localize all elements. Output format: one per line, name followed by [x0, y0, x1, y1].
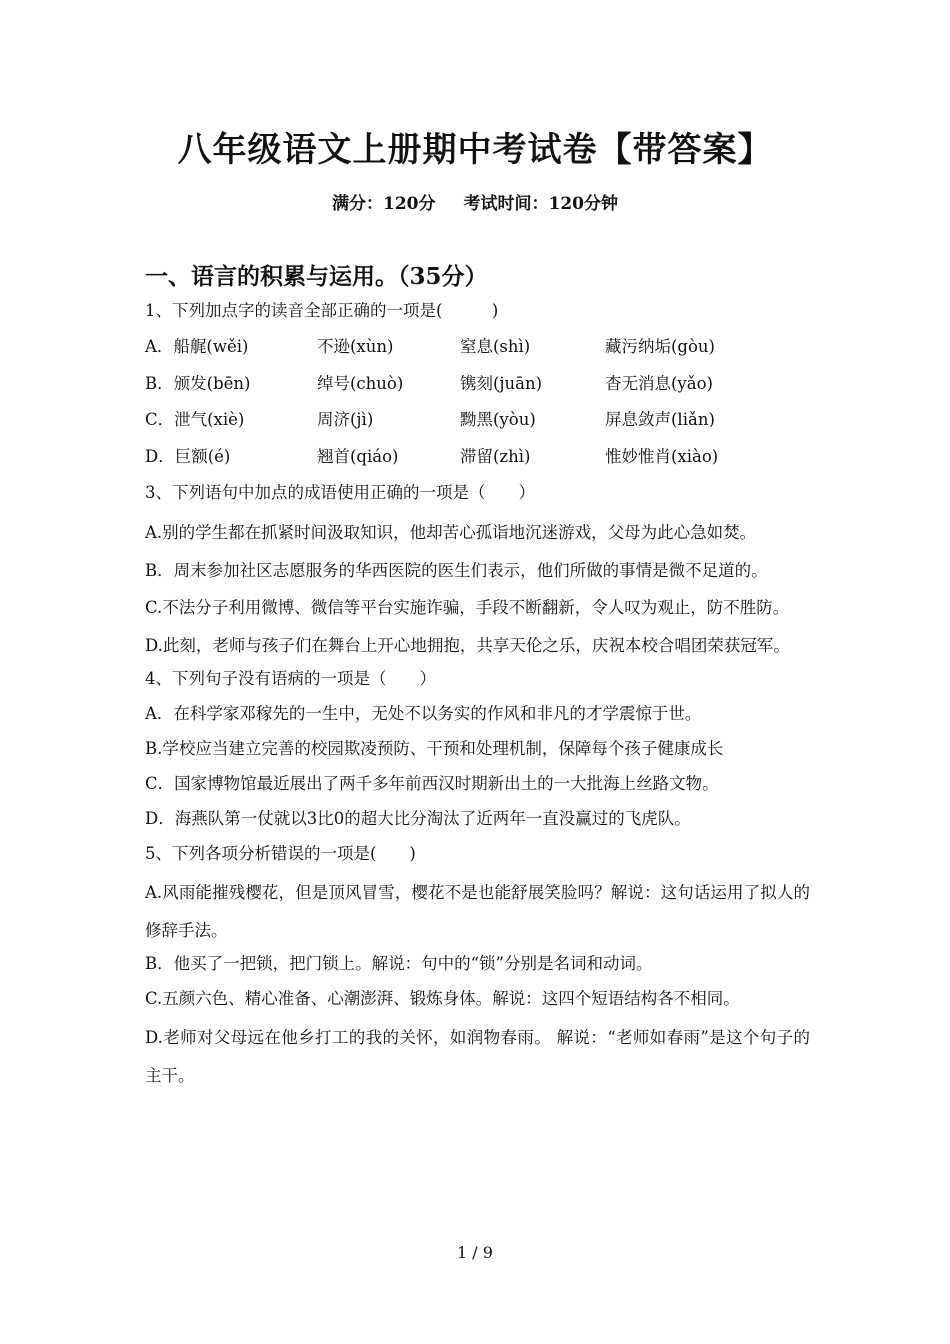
option-cell: 周济(jì)	[317, 410, 374, 429]
exam-time: 考试时间：120分钟	[463, 194, 618, 214]
question-5-option-a: A.风雨能摧残樱花，但是顶风冒雪，樱花不是也能舒展笑脸吗？解说：这句话运用了拟人的修辞手法。	[145, 883, 810, 940]
question-1-option-d	[145, 442, 810, 479]
option-cell: 滞留(zhì)	[460, 446, 531, 466]
option-cell: 不逊(xùn)	[317, 337, 394, 356]
question-5-option-c: C.五颜六色、精心准备、心潮澎湃、锻炼身体。解说：这四个短语结构各不相同。	[145, 989, 740, 1008]
option-cell: 翘首(qiáo)	[317, 446, 399, 466]
question-4-option-b: B.学校应当建立完善的校园欺凌预防、干预和处理机制，保障每个孩子健康成长	[145, 739, 724, 758]
option-cell: 绰号(chuò)	[317, 373, 404, 393]
question-3-stem: 3、下列语句中加点的成语使用正确的一项是（ ）	[145, 483, 535, 502]
option-cell: 惟妙惟肖(xiào)	[605, 446, 719, 466]
page-number: 1 / 9	[457, 1243, 493, 1262]
option-cell: 镌刻(juān)	[460, 373, 543, 393]
question-1-option-c	[145, 405, 810, 442]
option-cell: 窒息(shì)	[460, 337, 531, 356]
option-cell: 屏息敛声(liǎn)	[605, 410, 715, 429]
question-4-option-c: C．国家博物馆最近展出了两千多年前西汉时期新出土的一大批海上丝路文物。	[145, 774, 719, 793]
option-cell: 藏污纳垢(gòu)	[605, 337, 715, 356]
question-4-stem: 4、下列句子没有语病的一项是（ ）	[145, 669, 436, 688]
exam-title: 八年级语文上册期中考试卷【带答案】	[177, 130, 773, 170]
question-1-option-a	[145, 332, 810, 369]
option-cell: A．船艉(wěi)	[145, 337, 249, 356]
option-cell: 黝黑(yòu)	[460, 410, 536, 429]
question-3-option-b: B．周末参加社区志愿服务的华西医院的医生们表示，他们所做的事情是微不足道的。	[145, 560, 768, 580]
question-1-option-b	[145, 369, 810, 406]
question-5-stem: 5、下列各项分析错误的一项是( )	[145, 844, 416, 863]
exam-subtitle	[0, 189, 950, 214]
question-list	[145, 296, 810, 1094]
question-3-option-d: D.此刻，老师与孩子们在舞台上开心地拥抱，共享天伦之乐，庆祝本校合唱团荣获冠军。	[145, 635, 790, 655]
option-cell: D．巨额(é)	[145, 446, 231, 466]
option-cell: C．泄气(xiè)	[145, 410, 245, 429]
section-heading: 一、语言的积累与运用。（35分）	[145, 263, 488, 290]
question-4-option-a: A．在科学家邓稼先的一生中，无处不以务实的作风和非凡的才学震惊于世。	[145, 704, 702, 723]
option-cell: 杳无消息(yǎo)	[605, 373, 713, 393]
question-1-stem: 1、下列加点字的读音全部正确的一项是( )	[145, 301, 499, 320]
question-5-option-d: D.老师对父母远在他乡打工的我的关怀，如润物春雨。 解说：“老师如春雨”是这个句子的主干。	[145, 1028, 810, 1085]
question-4-option-d: D．海燕队第一仗就以3比0的超大比分淘汰了近两年一直没赢过的飞虎队。	[145, 809, 691, 828]
question-3-option-a: A.别的学生都在抓紧时间汲取知识，他却苦心孤诣地沉迷游戏，父母为此心急如焚。	[145, 523, 757, 542]
full-score: 满分：120分	[332, 194, 436, 214]
question-3-option-c: C.不法分子利用微博、微信等平台实施诈骗，手段不断翻新，令人叹为观止，防不胜防。	[145, 598, 790, 617]
question-5-option-b: B．他买了一把锁，把门锁上。解说：句中的“锁”分别是名词和动词。	[145, 954, 653, 973]
option-cell: B．颁发(bēn)	[145, 373, 251, 393]
